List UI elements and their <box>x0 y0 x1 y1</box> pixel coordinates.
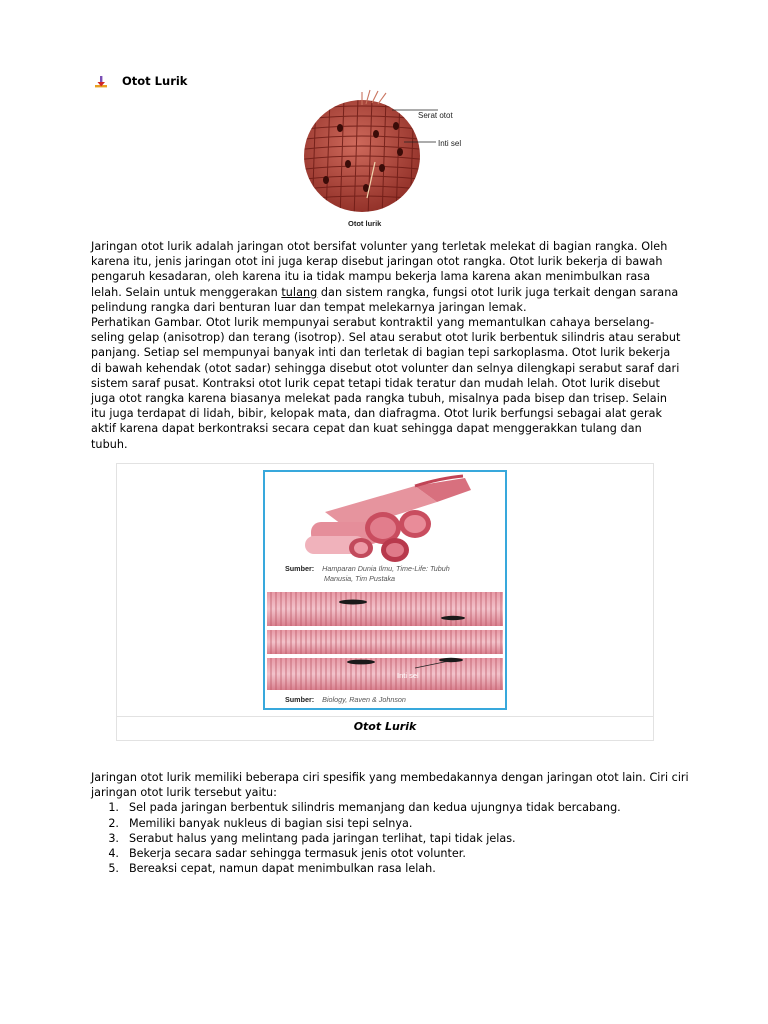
figure2-caption: Otot Lurik <box>353 720 417 733</box>
figure-box <box>116 463 654 741</box>
list-item: 5. Bereaksi cepat, namun dapat menimbulkan rasa lelah. <box>108 862 436 876</box>
paragraph-detail: Perhatikan Gambar. Otot lurik mempunyai serabut kontraktil yang memantulkan cahaya berselang-seling gelap (anisotrop) dan terang (isotrop). Sel atau serabut otot lurik berbentuk silindris atau serabut panjang. Setiap sel mempunyai banyak inti dan terletak di bagian tepi sarkoplasma. Otot lurik bekerja di bawah kehendak (otot sadar) sehingga disebut otot volunter dan selnya dilengkapi serabut saraf dari sistem saraf pusat. Kontraksi otot lurik cepat tetapi tidak teratur dan mudah lelah. Otot lurik disebut juga otot rangka karena biasanya melekat pada rangka tubuh, misalnya pada bisep dan trisep. Selain itu juga terdapat di lidah, bibir, kelopak mata, dan diafragma. Otot lurik berfungsi sebagai alat gerak aktif karena dapat berkontraksi secara cepat dan kuat sehingga dapat menggerakkan tulang dan tubuh. <box>91 316 681 451</box>
list-item: 2. Memiliki banyak nukleus di bagian sisi tepi selnya. <box>108 816 413 830</box>
muscle-fiber-figure <box>263 470 507 710</box>
link-tulang[interactable]: tulang <box>281 285 318 299</box>
list-item: 3. Serabut halus yang melintang pada jaringan terlihat, tapi tidak jelas. <box>108 831 516 845</box>
figure2-source1: Sumber: Hamparan Dunia Ilmu, Time-Life: Tubuh <box>285 564 450 573</box>
description-paragraph <box>91 239 681 452</box>
list-item: 4. Bekerja secara sadar sehingga termasuk jenis otot volunter. <box>108 847 466 861</box>
figure2-label-inti-sel: Inti sel <box>397 671 419 680</box>
fiber-bundle-illustration <box>305 476 471 562</box>
figure1-caption: Otot lurik <box>348 219 382 228</box>
characteristics-list <box>91 800 691 876</box>
figure2-source1-cont: Manusia, Tim Pustaka <box>324 574 396 583</box>
paragraph-intro: Jaringan otot lurik adalah jaringan otot bersifat volunter yang terletak melekat di bagian rangka. Oleh karena itu, jenis jaringan otot ini juga kerap disebut jaringan otot rangka. Otot lurik bekerja di bawah pengaruh kesadaran, oleh karena itu ia tidak mampu bekerja lama karena akan menimbulkan rasa lelah. Selain untuk menggerakan tulang dan sistem rangka, fungsi otot lurik juga terkait dengan sarana pelindung rangka dari benturan luar dan tempat melekarnya jaringan lemak. <box>91 240 679 314</box>
characteristics-section <box>91 770 691 876</box>
section-heading <box>94 73 187 89</box>
characteristics-intro: Jaringan otot lurik memiliki beberapa ciri spesifik yang membedakannya dengan jaringan otot lain. Ciri ciri jaringan otot lurik tersebut yaitu: <box>91 771 689 800</box>
arrow-bullet-icon <box>94 74 108 88</box>
label-serat-otot: Serat otot <box>418 111 453 120</box>
figure2-source2: Sumber: Biology, Raven & Johnson <box>285 695 406 704</box>
heading-title: Otot Lurik <box>122 74 188 88</box>
list-item: 1. Sel pada jaringan berbentuk silindris memanjang dan kedua ujungnya tidak bercabang. <box>108 801 621 815</box>
skeletal-muscle-diagram <box>296 88 480 232</box>
figure-divider <box>117 716 653 717</box>
striated-fiber-bands <box>267 592 503 690</box>
label-inti-sel: Inti sel <box>438 139 462 148</box>
